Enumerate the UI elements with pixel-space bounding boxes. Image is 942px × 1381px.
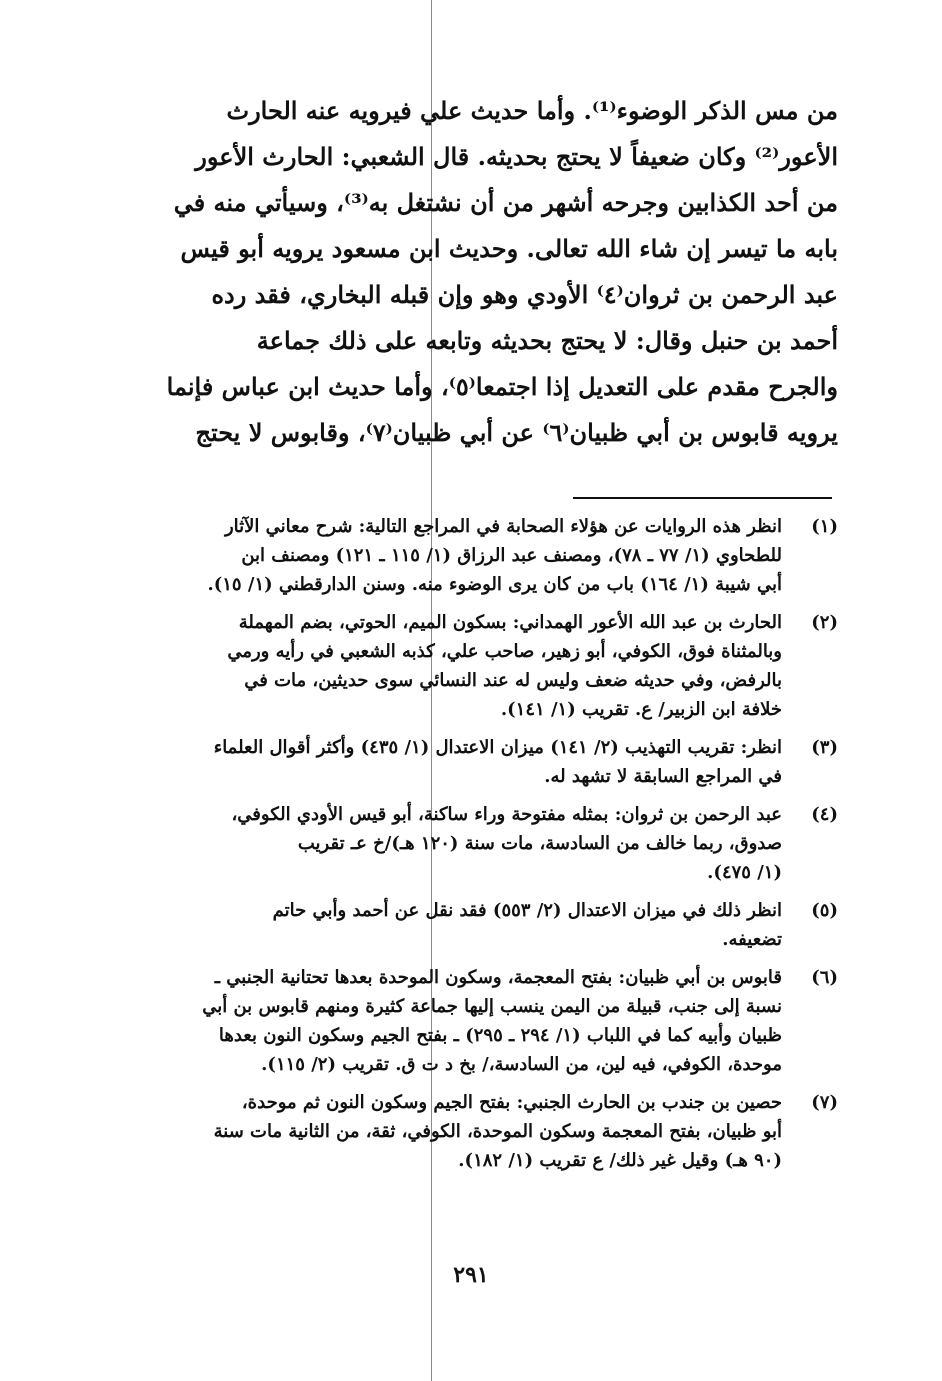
body-line: من مس الذكر الوضوء⁽¹⁾. وأما حديث علي فيرويه عنه الحارث bbox=[226, 96, 838, 125]
footnote-line: بالرفض، وفي حديثه ضعف وليس له عند النسائي سوى حديثين، مات في bbox=[244, 670, 782, 691]
footnote-line: في المراجع السابقة لا تشهد له. bbox=[544, 766, 782, 787]
body-line: عبد الرحمن بن ثروان⁽٤⁾ الأودي وهو وإن قبله البخاري، فقد رده bbox=[211, 280, 838, 309]
body-line: يرويه قابوس بن أبي ظبيان⁽٦⁾ عن أبي ظبيان⁽٧⁾، وقابوس لا يحتج bbox=[195, 418, 838, 447]
body-line: أحمد بن حنبل وقال: لا يحتج بحديثه وتابعه على ذلك جماعة bbox=[256, 326, 838, 355]
main-text bbox=[136, 88, 838, 456]
footnote-line: قابوس بن أبي ظبيان: بفتح المعجمة، وسكون الموحدة بعدها تحتانية الجنبي ـ bbox=[214, 967, 782, 988]
body-line: والجرح مقدم على التعديل إذا اجتمعا⁽٥⁾، وأما حديث ابن عباس فإنما bbox=[166, 372, 838, 401]
footnote-7 bbox=[128, 1088, 838, 1175]
footnote-line: صدوق، ربما خالف من السادسة، مات سنة (١٢٠ هـ)/خ عـ تقريب bbox=[297, 833, 782, 854]
footnote-line: ظبيان وأبيه كما في اللباب (١/ ٢٩٤ ـ ٢٩٥) ـ بفتح الجيم وسكون النون بعدها bbox=[218, 1025, 782, 1046]
body-line: من أحد الكذابين وجرحه أشهر من أن نشتغل به⁽³⁾، وسيأتي منه في bbox=[173, 188, 838, 217]
footnote-line: الحارث بن عبد الله الأعور الهمداني: بسكون الميم، الحوتي، بضم المهملة bbox=[238, 612, 782, 633]
footnote-3 bbox=[128, 733, 838, 791]
footnote-line: (١/ ٤٧٥). bbox=[707, 862, 782, 883]
footnote-line: انظر ذلك في ميزان الاعتدال (٢/ ٥٥٣) فقد نقل عن أحمد وأبي حاتم bbox=[272, 900, 782, 921]
body-line: الأعور⁽²⁾ وكان ضعيفاً لا يحتج بحديثه. قال الشعبي: الحارث الأعور bbox=[195, 142, 838, 171]
footnote-line: نسبة إلى جنب، قبيلة من اليمن ينسب إليها جماعة كثيرة ومنهم قابوس بن أبي bbox=[202, 996, 782, 1017]
footnote-line: موحدة، الكوفي، فيه لين، من السادسة،/ بخ د ت ق. تقريب (٢/ ١١٥). bbox=[261, 1054, 782, 1075]
footnote-number: (٧) bbox=[811, 1092, 838, 1113]
footnotes bbox=[128, 512, 838, 1184]
footnote-4 bbox=[128, 800, 838, 887]
footnote-5 bbox=[128, 896, 838, 954]
footnote-2 bbox=[128, 608, 838, 724]
footnote-line: أبو ظبيان، بفتح المعجمة وسكون الموحدة، الكوفي، ثقة، من الثانية مات سنة bbox=[213, 1121, 782, 1142]
footnote-1 bbox=[128, 512, 838, 599]
footnote-6 bbox=[128, 963, 838, 1079]
footnote-line: عبد الرحمن بن ثروان: بمثله مفتوحة وراء ساكنة، أبو قيس الأودي الكوفي، bbox=[231, 804, 782, 825]
footnote-line: للطحاوي (١/ ٧٧ ـ ٧٨)، ومصنف عبد الرزاق (١/ ١١٥ ـ ١٢١) ومصنف ابن bbox=[241, 545, 782, 566]
footnote-line: (٩٠ هـ) وقيل غير ذلك/ ع تقريب (١/ ١٨٢). bbox=[458, 1150, 782, 1171]
footnote-number: (٦) bbox=[811, 967, 838, 988]
footnote-line: انظر هذه الروايات عن هؤلاء الصحابة في المراجع التالية: شرح معاني الآثار bbox=[224, 516, 782, 537]
footnote-number: (٣) bbox=[811, 737, 838, 758]
footnote-line: انظر: تقريب التهذيب (٢/ ١٤١) ميزان الاعتدال (١/ ٤٣٥) وأكثر أقوال العلماء bbox=[213, 737, 782, 758]
footnote-line: وبالمثناة فوق، الكوفي، أبو زهير، صاحب علي، كذبه الشعبي في رأيه ورمي bbox=[227, 641, 782, 662]
footnote-line: أبي شيبة (١/ ١٦٤) باب من كان يرى الوضوء منه. وسنن الدارقطني (١/ ١٥). bbox=[207, 574, 782, 595]
body-line: بابه ما تيسر إن شاء الله تعالى. وحديث ابن مسعود يرويه أبو قيس bbox=[180, 234, 838, 263]
page-number: ٢٩١ bbox=[453, 1262, 489, 1288]
footnote-number: (١) bbox=[811, 516, 838, 537]
footnote-line: حصين بن جندب بن الحارث الجنبي: بفتح الجيم وسكون النون ثم موحدة، bbox=[241, 1092, 782, 1113]
footnote-number: (٥) bbox=[811, 900, 838, 921]
footnote-separator bbox=[573, 497, 832, 499]
footnote-line: خلافة ابن الزبير/ ع. تقريب (١/ ١٤١). bbox=[500, 699, 782, 720]
footnote-number: (٤) bbox=[811, 804, 838, 825]
footnote-number: (٢) bbox=[811, 612, 838, 633]
footnote-line: تضعيفه. bbox=[722, 929, 782, 950]
